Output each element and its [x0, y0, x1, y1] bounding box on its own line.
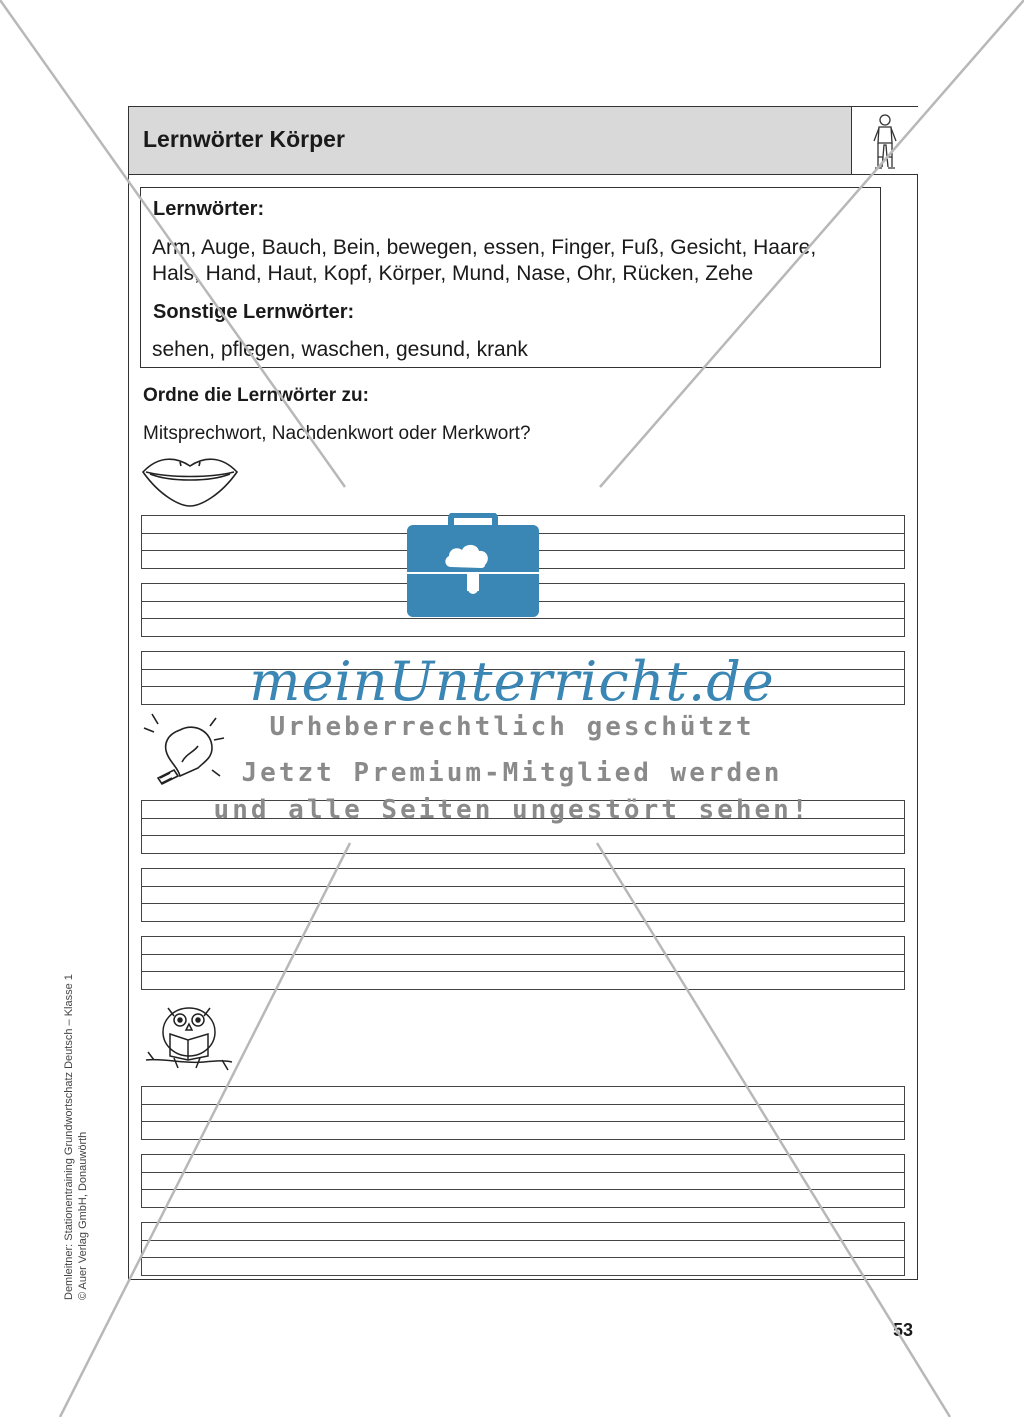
source-credit	[62, 974, 90, 1300]
watermark-line-3: und alle Seiten ungestört sehen!	[213, 795, 811, 825]
task-subtitle: Mitsprechwort, Nachdenkwort oder Merkwort?	[143, 423, 531, 444]
word-list-line-1: Arm, Auge, Bauch, Bein, bewegen, essen, Finger, Fuß, Gesicht, Haare,	[152, 236, 817, 259]
lips-icon	[140, 452, 240, 512]
watermark-brand: meinUnterricht.de	[249, 650, 775, 713]
header-icon-cell	[851, 107, 918, 175]
child-figure-icon	[852, 107, 918, 174]
owl-reading-icon	[144, 1000, 234, 1080]
writing-lines[interactable]	[141, 1154, 905, 1208]
writing-lines[interactable]	[141, 868, 905, 922]
source-line-1: Demleitner: Stationentraining Grundwortschatz Deutsch – Klasse 1	[63, 974, 75, 1300]
source-line-2: © Auer Verlag GmbH, Donauwörth	[77, 1131, 89, 1300]
writing-lines[interactable]	[141, 1086, 905, 1140]
page-number: 53	[893, 1320, 914, 1340]
other-words-label: Sonstige Lernwörter:	[153, 301, 355, 323]
page-title: Lernwörter Körper	[143, 126, 345, 152]
writing-lines[interactable]	[141, 1222, 905, 1276]
watermark-line-1: Urheberrechtlich geschützt	[269, 712, 755, 742]
writing-lines[interactable]	[141, 936, 905, 990]
other-words-list: sehen, pflegen, waschen, gesund, krank	[152, 338, 528, 361]
task-title: Ordne die Lernwörter zu:	[143, 385, 369, 406]
word-list-line-2: Hals, Hand, Haut, Kopf, Körper, Mund, Nase, Ohr, Rücken, Zehe	[152, 262, 754, 285]
briefcase-cloud-icon	[405, 513, 541, 619]
watermark-line-2: Jetzt Premium-Mitglied werden	[241, 758, 783, 788]
word-list-label: Lernwörter:	[153, 198, 265, 220]
